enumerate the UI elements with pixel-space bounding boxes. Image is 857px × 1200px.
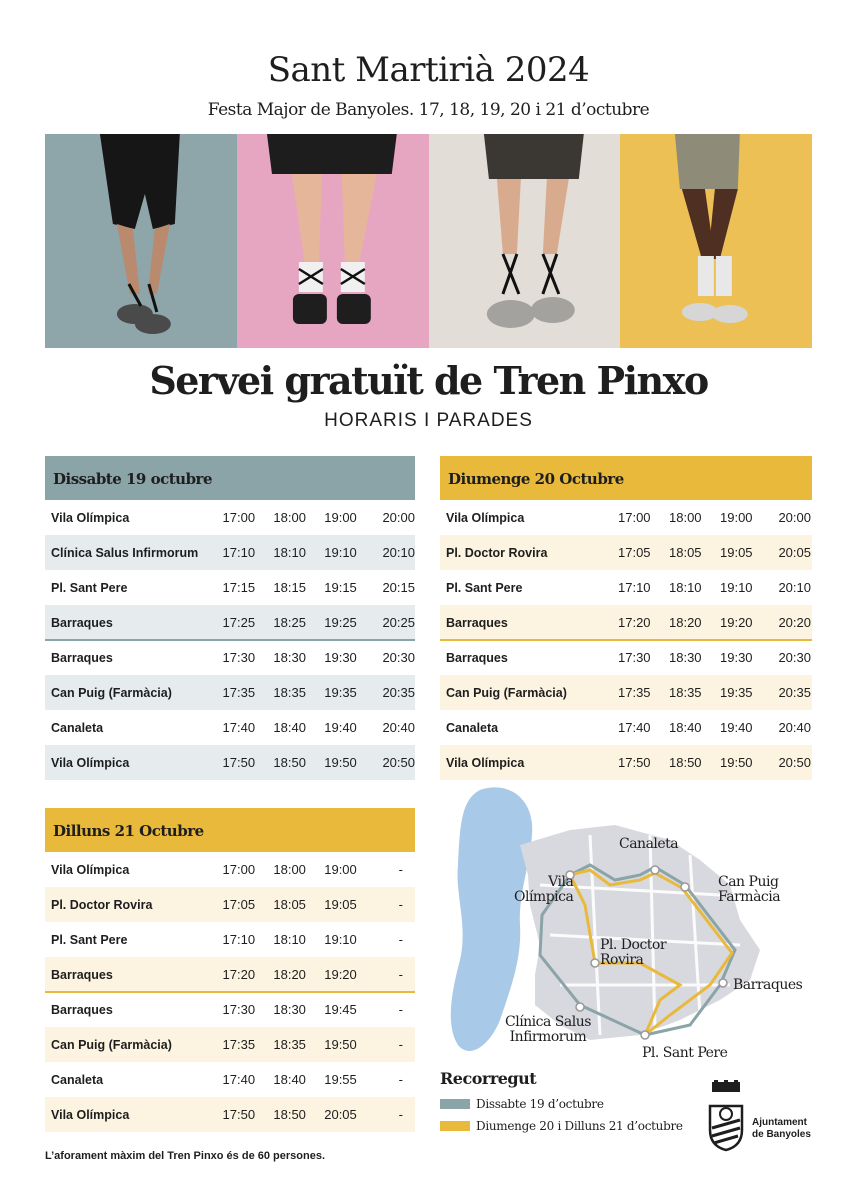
map-label-doctor-rovira: Pl. Doctor Rovira (600, 937, 667, 968)
departure-time: 17:00 (618, 510, 651, 525)
schedule-monday-row (45, 1062, 415, 1097)
departure-time: 17:50 (618, 755, 651, 770)
departure-time: 18:05 (669, 545, 702, 560)
stop-name: Canaleta (51, 1072, 104, 1087)
departure-time: - (398, 897, 404, 912)
departure-time: 19:10 (324, 932, 357, 947)
departure-time: - (398, 1072, 404, 1087)
departure-time: 17:20 (222, 967, 256, 982)
departure-time: 18:40 (273, 720, 306, 735)
departure-time: 19:50 (324, 1037, 357, 1052)
schedule-monday-row (45, 957, 415, 992)
stop-name: Barraques (446, 650, 508, 665)
departure-time: 18:10 (669, 580, 702, 595)
departure-time: 18:00 (273, 862, 306, 877)
departure-time: 20:40 (382, 720, 415, 735)
stop-name: Can Puig (Farmàcia) (51, 1037, 172, 1052)
stop-name: Vila Olímpica (446, 510, 525, 525)
poster-title: Sant Martirià 2024 (267, 50, 590, 90)
departure-time: 18:50 (273, 755, 306, 770)
departure-time: 18:20 (273, 967, 306, 982)
route-map-graphic (440, 785, 812, 1075)
departure-time: 20:20 (778, 615, 811, 630)
legend-saturday-label: Dissabte 19 d’octubre (476, 1097, 604, 1111)
stop-name: Pl. Sant Pere (51, 580, 128, 595)
departure-time: - (398, 1107, 404, 1122)
stop-marker-canaleta (651, 866, 659, 874)
departure-time: 20:05 (324, 1107, 357, 1122)
departure-time: - (398, 862, 404, 877)
stop-name: Clínica Salus Infirmorum (51, 545, 199, 560)
departure-time: 17:50 (222, 1107, 256, 1122)
schedule-monday-row (45, 852, 415, 887)
stop-name: Canaleta (446, 720, 499, 735)
stop-name: Pl. Sant Pere (446, 580, 523, 595)
departure-time: 17:10 (222, 545, 256, 560)
departure-time: 20:15 (382, 580, 415, 595)
stop-marker-doctor-rovira (591, 959, 599, 967)
stop-name: Vila Olímpica (51, 862, 130, 877)
departure-time: 18:50 (669, 755, 702, 770)
stop-name: Vila Olímpica (51, 510, 130, 525)
departure-time: - (398, 1002, 404, 1017)
departure-time: 18:00 (669, 510, 702, 525)
departure-time: 20:10 (778, 580, 811, 595)
departure-time: 19:55 (324, 1072, 357, 1087)
schedule-saturday-title: Dissabte 19 octubre (45, 456, 415, 500)
departure-time: 19:45 (324, 1002, 357, 1017)
map-label-barraques: Barraques (733, 977, 803, 993)
stop-name: Barraques (446, 615, 508, 630)
capacity-note: L’aforament màxim del Tren Pinxo és de 60 persones. (45, 1150, 325, 1162)
schedule-saturday-row (45, 570, 415, 605)
departure-time: 19:35 (324, 685, 357, 700)
photo-strip (45, 134, 812, 348)
departure-time: 18:10 (273, 545, 306, 560)
schedule-sunday-row (440, 640, 812, 675)
schedule-saturday-row (45, 500, 415, 535)
departure-time: 19:00 (324, 862, 357, 877)
legend-title: Recorregut (440, 1069, 537, 1088)
departure-time: 19:30 (720, 650, 753, 665)
map-label-sant-pere: Pl. Sant Pere (642, 1045, 728, 1061)
schedule-monday-row (45, 1027, 415, 1062)
route-map (440, 785, 812, 1075)
legend-sunday-monday-swatch (440, 1121, 470, 1131)
departure-time: 20:50 (778, 755, 811, 770)
departure-time: - (398, 1037, 404, 1052)
schedule-saturday-row (45, 745, 415, 780)
departure-time: 20:00 (778, 510, 811, 525)
departure-time: 20:35 (778, 685, 811, 700)
departure-time: 20:30 (382, 650, 415, 665)
departure-time: 18:25 (273, 615, 306, 630)
departure-time: 20:35 (382, 685, 415, 700)
stop-name: Vila Olímpica (51, 755, 130, 770)
departure-time: 18:30 (273, 650, 306, 665)
departure-time: 17:40 (618, 720, 651, 735)
departure-time: 19:20 (720, 615, 753, 630)
schedule-sunday-title: Diumenge 20 Octubre (440, 456, 812, 500)
departure-time: 18:30 (273, 1002, 306, 1017)
departure-time: 17:20 (618, 615, 651, 630)
stop-name: Vila Olímpica (446, 755, 525, 770)
departure-time: 19:40 (720, 720, 753, 735)
schedule-saturday-row (45, 710, 415, 745)
schedule-sunday-row (440, 570, 812, 605)
departure-time: 20:25 (382, 615, 415, 630)
departure-time: 19:35 (720, 685, 753, 700)
schedule-saturday-row (45, 675, 415, 710)
schedule-sunday-row (440, 745, 812, 780)
departure-time: 18:10 (273, 932, 306, 947)
departure-time: 17:10 (618, 580, 651, 595)
departure-time: - (398, 967, 404, 982)
departure-time: 19:50 (720, 755, 753, 770)
departure-time: 18:00 (273, 510, 306, 525)
stop-name: Barraques (51, 967, 113, 982)
stop-marker-barraques (719, 979, 727, 987)
departure-time: 17:15 (222, 580, 256, 595)
map-label-clinica: Clínica Salus Infirmorum (505, 1014, 591, 1045)
schedule-monday-row (45, 992, 415, 1027)
departure-time: 17:35 (222, 685, 256, 700)
stop-name: Can Puig (Farmàcia) (51, 685, 172, 700)
photo-legs-2 (237, 134, 429, 348)
stop-name: Vila Olímpica (51, 1107, 130, 1122)
photo-legs-4 (620, 134, 812, 348)
departure-time: 17:05 (618, 545, 651, 560)
legend-saturday (440, 1097, 604, 1111)
legend-sunday-monday (440, 1119, 683, 1133)
departure-time: 17:30 (618, 650, 651, 665)
departure-time: 18:30 (669, 650, 702, 665)
departure-time: 19:05 (324, 897, 357, 912)
schedule-monday (45, 808, 415, 1132)
departure-time: 17:40 (222, 1072, 256, 1087)
departure-time: 18:35 (669, 685, 702, 700)
departure-time: 17:35 (222, 1037, 256, 1052)
departure-time: 17:00 (222, 510, 256, 525)
departure-time: 19:15 (324, 580, 357, 595)
departure-time: 20:50 (382, 755, 415, 770)
departure-time: 18:20 (669, 615, 702, 630)
service-subtitle: HORARIS I PARADES (324, 410, 533, 431)
lake-shape (451, 787, 532, 1051)
service-title: Servei gratuït de Tren Pinxo (149, 358, 708, 403)
departure-time: 17:50 (222, 755, 256, 770)
schedule-sunday-row (440, 500, 812, 535)
departure-time: 17:00 (222, 862, 256, 877)
departure-time: 17:35 (618, 685, 651, 700)
departure-time: 17:10 (222, 932, 256, 947)
departure-time: 18:35 (273, 685, 306, 700)
schedule-sunday-row (440, 605, 812, 640)
schedule-sunday-row (440, 710, 812, 745)
stop-name: Pl. Doctor Rovira (446, 545, 548, 560)
map-label-vila-olimpica: Vila Olímpica (514, 874, 574, 905)
stop-name: Pl. Doctor Rovira (51, 897, 153, 912)
departure-time: 17:25 (222, 615, 256, 630)
schedule-monday-title: Dilluns 21 Octubre (45, 808, 415, 852)
stop-marker-clinica (576, 1003, 584, 1011)
departure-time: 20:10 (382, 545, 415, 560)
stop-name: Canaleta (51, 720, 104, 735)
departure-time: 19:10 (324, 545, 357, 560)
schedule-saturday-row (45, 640, 415, 675)
departure-time: 18:40 (669, 720, 702, 735)
stop-name: Barraques (51, 1002, 113, 1017)
map-label-canaleta: Canaleta (619, 836, 679, 852)
departure-time: 18:35 (273, 1037, 306, 1052)
departure-time: 19:10 (720, 580, 753, 595)
stop-marker-sant-pere (641, 1031, 649, 1039)
poster-subtitle: Festa Major de Banyoles. 17, 18, 19, 20 i 21 d’octubre (207, 100, 650, 120)
departure-time: 18:50 (273, 1107, 306, 1122)
departure-time: 18:40 (273, 1072, 306, 1087)
departure-time: 17:40 (222, 720, 256, 735)
departure-time: 20:05 (778, 545, 811, 560)
legend-saturday-swatch (440, 1099, 470, 1109)
departure-time: 19:40 (324, 720, 357, 735)
departure-time: 19:50 (324, 755, 357, 770)
stop-name: Barraques (51, 650, 113, 665)
departure-time: 17:30 (222, 1002, 256, 1017)
stop-marker-can-puig (681, 883, 689, 891)
departure-time: - (398, 932, 404, 947)
stop-name: Pl. Sant Pere (51, 932, 128, 947)
stop-name: Can Puig (Farmàcia) (446, 685, 567, 700)
legend-sunday-monday-label: Diumenge 20 i Dilluns 21 d’octubre (476, 1119, 683, 1133)
schedule-monday-row (45, 922, 415, 957)
schedule-monday-row (45, 1097, 415, 1132)
departure-time: 20:40 (778, 720, 811, 735)
departure-time: 19:05 (720, 545, 753, 560)
logo-text: Ajuntament de Banyoles (752, 1117, 811, 1140)
photo-legs-1 (45, 134, 237, 348)
schedule-monday-row (45, 887, 415, 922)
stop-name: Barraques (51, 615, 113, 630)
schedule-sunday-row (440, 535, 812, 570)
departure-time: 19:20 (324, 967, 357, 982)
departure-time: 18:15 (273, 580, 306, 595)
departure-time: 20:00 (382, 510, 415, 525)
departure-time: 17:05 (222, 897, 256, 912)
departure-time: 19:00 (720, 510, 753, 525)
departure-time: 19:30 (324, 650, 357, 665)
schedule-saturday-row (45, 605, 415, 640)
schedule-sunday (440, 456, 812, 780)
departure-time: 18:05 (273, 897, 306, 912)
schedule-sunday-row (440, 675, 812, 710)
town-area (520, 825, 760, 1040)
photo-legs-3 (429, 134, 621, 348)
departure-time: 19:25 (324, 615, 357, 630)
schedule-saturday (45, 456, 415, 780)
departure-time: 20:30 (778, 650, 811, 665)
departure-time: 17:30 (222, 650, 256, 665)
schedule-saturday-row (45, 535, 415, 570)
banyoles-coat-of-arms-icon (706, 1080, 746, 1152)
departure-time: 19:00 (324, 510, 357, 525)
map-label-can-puig: Can Puig Farmàcia (718, 874, 781, 905)
